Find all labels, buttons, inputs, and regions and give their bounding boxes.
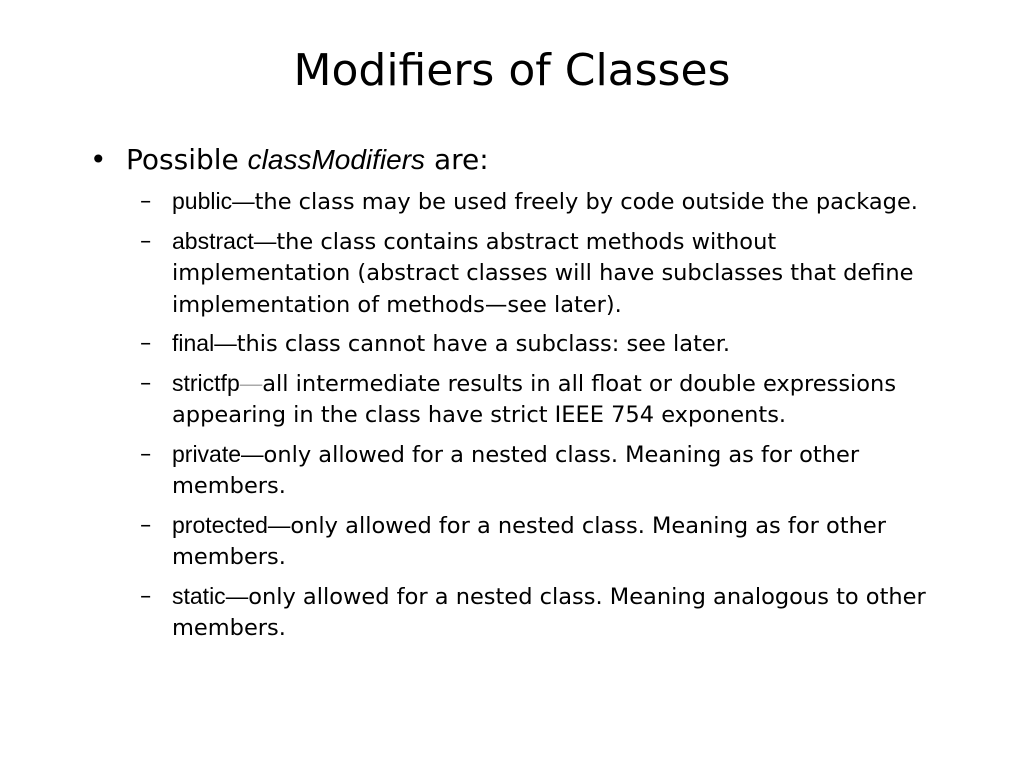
slide-title: Modifiers of Classes — [293, 45, 731, 96]
em-dash: — — [267, 512, 291, 538]
modifier-item-strictfp — [140, 368, 960, 432]
modifier-item-protected — [140, 510, 960, 574]
sub-bullet-marker: – — [140, 227, 152, 254]
modifier-keyword: final — [172, 330, 215, 356]
modifier-keyword: protected — [172, 511, 268, 538]
bullet-emphasis-text: classModifiers — [247, 144, 426, 175]
modifier-list — [140, 186, 960, 652]
modifier-description: only allowed for a nested class. Meaning as for other members. — [172, 441, 860, 499]
modifier-item-private — [140, 439, 960, 503]
modifier-description: all intermediate results in all float or double expressions appearing in the class have strict IEEE 754 exponents. — [172, 370, 897, 428]
modifier-description: only allowed for a nested class. Meaning analogous to other members. — [172, 583, 926, 641]
em-dash: — — [241, 441, 264, 467]
modifier-item-final — [140, 328, 960, 361]
bullet-marker: • — [90, 143, 107, 176]
modifier-item-abstract — [140, 226, 960, 322]
em-dash: — — [232, 189, 255, 214]
sub-bullet-marker: – — [140, 582, 152, 609]
bullet-possible-modifiers — [90, 140, 489, 180]
modifier-keyword: static — [172, 582, 226, 609]
sub-bullet-marker: – — [140, 369, 152, 396]
em-dash: — — [253, 228, 277, 254]
modifier-keyword: abstract — [172, 227, 254, 254]
modifier-item-static — [140, 581, 960, 645]
modifier-keyword: strictfp — [172, 369, 240, 396]
modifier-description: only allowed for a nested class. Meaning as for other members. — [172, 512, 886, 570]
em-dash: — — [214, 331, 237, 356]
modifier-description: the class contains abstract methods without implementation (abstract classes will have subclasses that define implementation of methods—see later). — [172, 228, 914, 318]
bullet-tail-text: are: — [425, 143, 489, 176]
sub-bullet-marker: – — [140, 511, 152, 538]
em-dash: — — [239, 370, 263, 396]
modifier-keyword: public — [172, 188, 233, 214]
em-dash: — — [225, 583, 249, 609]
bullet-lead-text: Possible — [126, 143, 248, 176]
modifier-item-public — [140, 186, 960, 219]
sub-bullet-marker: – — [140, 440, 152, 467]
sub-bullet-marker: – — [140, 188, 152, 214]
modifier-description: this class cannot have a subclass: see later. — [236, 331, 731, 357]
sub-bullet-marker: – — [140, 330, 152, 356]
modifier-keyword: private — [172, 440, 242, 467]
modifier-description: the class may be used freely by code outside the package. — [254, 189, 918, 215]
